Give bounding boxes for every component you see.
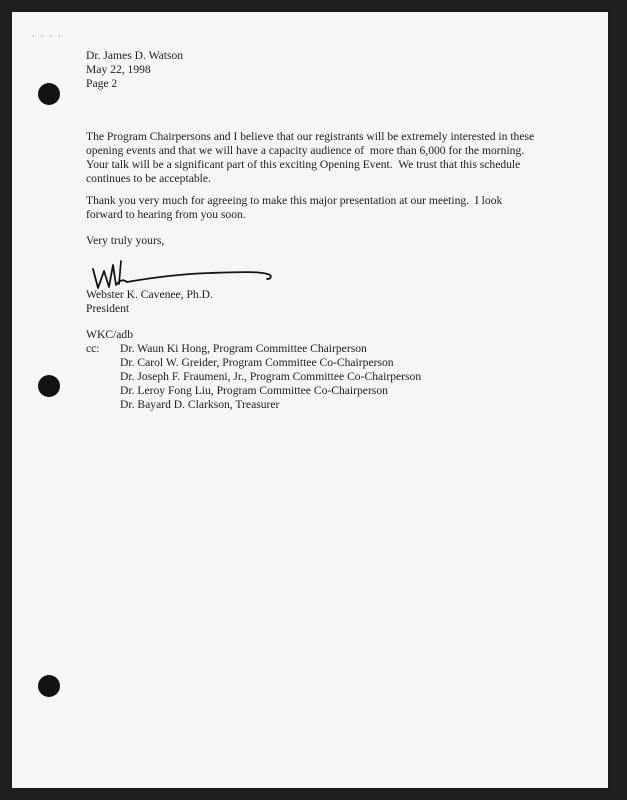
header-date: May 22, 1998 — [86, 63, 151, 76]
body-paragraph-1 — [86, 130, 534, 186]
paragraph-line: The Program Chairpersons and I believe that our registrants will be extremely interested in these — [86, 130, 535, 143]
cc-recipient: Dr. Leroy Fong Liu, Program Committee Co-Chairperson — [120, 384, 388, 397]
cc-label: cc: — [86, 342, 100, 355]
cc-recipient: Dr. Carol W. Greider, Program Committee Co-Chairperson — [120, 356, 394, 369]
punch-hole-middle — [38, 375, 60, 397]
paragraph-line: Your talk will be a significant part of this exciting Opening Event. We trust that this schedule — [86, 158, 521, 171]
paragraph-line: continues to be acceptable. — [86, 172, 211, 185]
paragraph-line: Thank you very much for agreeing to make this major presentation at our meeting. I look — [86, 194, 503, 207]
signer-title: President — [86, 302, 130, 315]
cc-recipient: Dr. Bayard D. Clarkson, Treasurer — [120, 398, 280, 411]
punch-hole-top — [38, 83, 60, 105]
signer-name: Webster K. Cavenee, Ph.D. — [86, 288, 213, 301]
cc-recipient: Dr. Joseph F. Fraumeni, Jr., Program Committee Co-Chairperson — [120, 370, 422, 383]
cc-recipient-list — [120, 342, 421, 412]
paragraph-line: forward to hearing from you soon. — [86, 208, 246, 221]
punch-hole-bottom — [38, 675, 60, 697]
reference-initials: WKC/adb — [86, 328, 134, 341]
body-paragraph-2 — [86, 194, 502, 222]
header-recipient: Dr. James D. Watson — [86, 49, 184, 62]
paper-specks: · · · · — [32, 32, 63, 41]
header-page-number: Page 2 — [86, 77, 118, 90]
paragraph-line: opening events and that we will have a capacity audience of more than 6,000 for the morning. — [86, 144, 525, 157]
cc-recipient: Dr. Waun Ki Hong, Program Committee Chairperson — [120, 342, 367, 355]
letter-page — [12, 12, 608, 788]
closing: Very truly yours, — [86, 234, 165, 247]
